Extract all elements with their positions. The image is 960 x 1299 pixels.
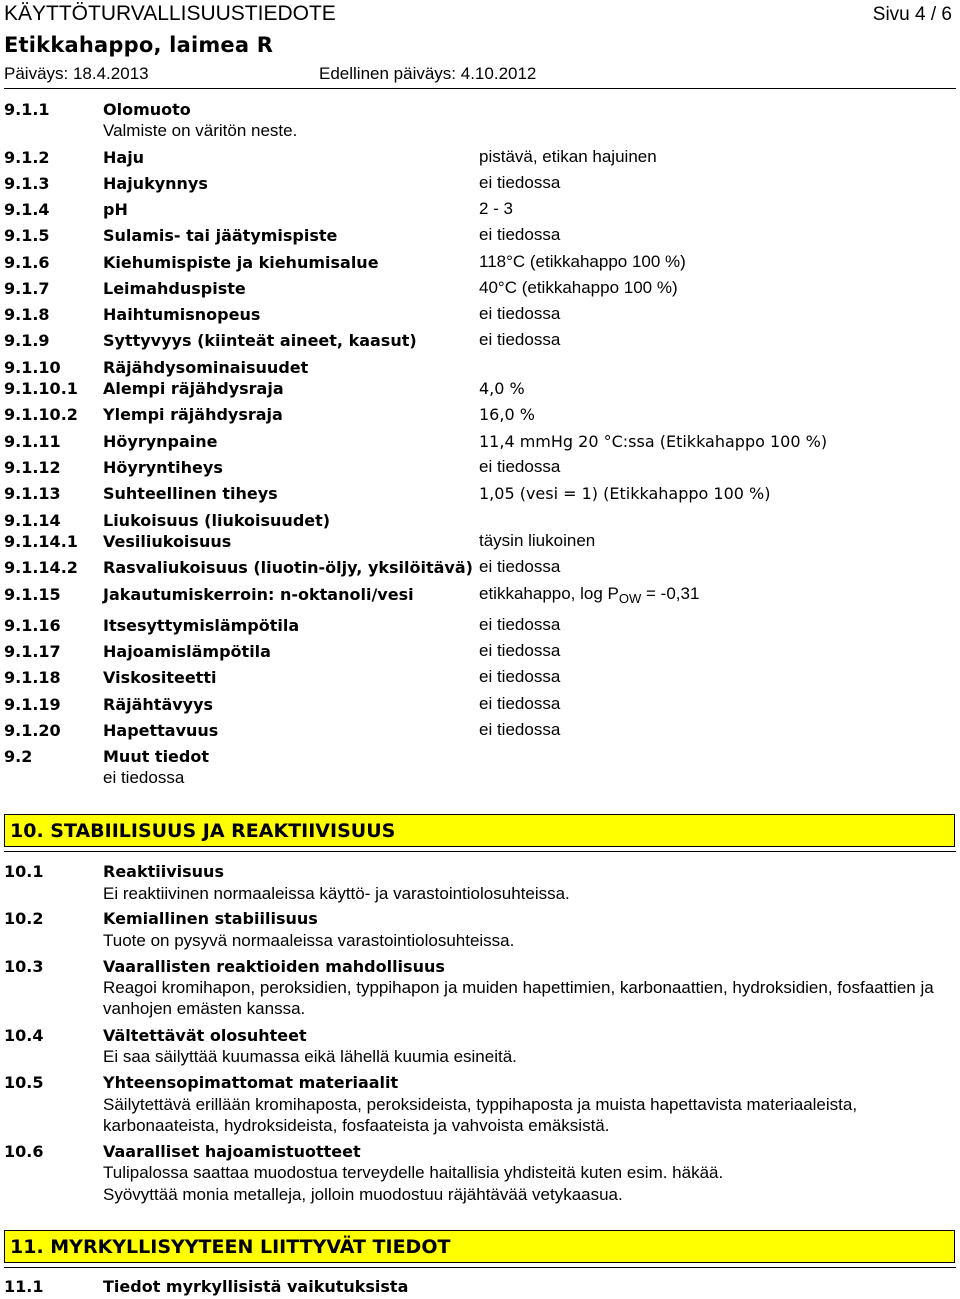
value-subscript: OW (618, 591, 642, 606)
decomposition-products-text-2: Syövyttää monia metalleja, jolloin muodostuu räjähtävää vetykaasua. (103, 1185, 623, 1204)
row-label: Sulamis- tai jäätymispiste (103, 226, 338, 245)
row-label: Muut tiedot (103, 747, 209, 766)
row-number: 9.1.17 (4, 642, 61, 661)
row-label: Vaarallisten reaktioiden mahdollisuus (103, 957, 445, 976)
item-conditions-to-avoid (0, 1025, 960, 1047)
value-suffix: = -0,31 (641, 584, 700, 603)
section-11-heading: 11. MYRKYLLISYYTEEN LIITTYVÄT TIEDOT (4, 1230, 955, 1263)
property-row-lower-explosive-limit (0, 378, 960, 400)
stability-text: Tuote on pysyvä normaaleissa varastointiolosuhteissa. (103, 931, 515, 950)
row-label: Syttyvyys (kiinteät aineet, kaasut) (103, 331, 417, 350)
issue-date: Päiväys: 18.4.2013 (4, 64, 149, 83)
section-10-heading: 10. STABIILISUUS JA REAKTIIVISUUS (4, 814, 955, 847)
row-value: ei tiedossa (479, 557, 561, 576)
property-row-boiling-point (0, 252, 960, 274)
row-number: 9.1.10.1 (4, 379, 78, 398)
section-10-divider (4, 851, 956, 852)
reactivity-text: Ei reaktiivinen normaaleissa käyttö- ja varastointiolosuhteissa. (103, 884, 570, 903)
row-number: 9.1.5 (4, 226, 50, 245)
row-label: Hapettavuus (103, 721, 219, 740)
row-label: Haju (103, 148, 145, 167)
row-label: Rasvaliukoisuus (liuotin-öljy, yksilöitävä) (103, 558, 473, 577)
row-label: Olomuoto (103, 100, 191, 119)
row-value: 16,0 % (479, 405, 535, 424)
row-value: 2 - 3 (479, 199, 514, 218)
row-number: 9.1.2 (4, 148, 50, 167)
property-row-fat-solubility (0, 557, 960, 579)
row-label: Hajukynnys (103, 174, 208, 193)
property-row-solubility (0, 510, 960, 532)
property-row-vapour-pressure (0, 431, 960, 453)
header-divider (4, 88, 956, 89)
row-value: 118°C (etikkahappo 100 %) (479, 252, 686, 271)
property-row-autoignition (0, 615, 960, 637)
row-label: Ylempi räjähdysraja (103, 405, 283, 424)
incompatible-materials-text: Säilytettävä erillään kromihaposta, peroksideista, typpihaposta ja muista hapettavista materiaaleista, karbonaateista, hydroksideista, fosfaateista ja vahvoista emäksistä. (103, 1095, 858, 1135)
item-decomposition-products (0, 1141, 960, 1163)
row-value: pistävä, etikan hajuinen (479, 147, 657, 166)
property-row-explosivity (0, 694, 960, 716)
row-value: 1,05 (vesi = 1) (Etikkahappo 100 %) (479, 484, 771, 503)
row-number: 9.1.8 (4, 305, 50, 324)
property-row-appearance (0, 99, 960, 121)
row-value: ei tiedossa (479, 641, 561, 660)
row-label: Kemiallinen stabiilisuus (103, 909, 318, 928)
row-number: 10.5 (4, 1073, 44, 1092)
row-value: ei tiedossa (479, 667, 561, 686)
row-label: Haihtumisnopeus (103, 305, 261, 324)
row-number: 9.1.18 (4, 668, 61, 687)
property-row-evaporation-rate (0, 304, 960, 326)
property-row-explosive-properties (0, 357, 960, 379)
row-value: ei tiedossa (479, 304, 561, 323)
row-label: Liukoisuus (liukoisuudet) (103, 511, 331, 530)
row-number: 9.2 (4, 747, 33, 766)
row-label: Räjähtävyys (103, 695, 214, 714)
decomposition-products-text-1: Tulipalossa saattaa muodostua terveydelle haitallisia yhdisteitä kuten esim. häkää. (103, 1163, 724, 1182)
row-label: Höyrynpaine (103, 432, 218, 451)
row-number: 10.3 (4, 957, 44, 976)
row-number: 9.1.6 (4, 253, 50, 272)
row-value: 40°C (etikkahappo 100 %) (479, 278, 678, 297)
property-row-partition-coefficient (0, 584, 960, 606)
row-number: 9.1.13 (4, 484, 61, 503)
row-number: 9.1.20 (4, 721, 61, 740)
row-number: 9.1.10 (4, 358, 61, 377)
row-value: 11,4 mmHg 20 °C:ssa (Etikkahappo 100 %) (479, 432, 828, 451)
row-label: Itsesyttymislämpötila (103, 616, 300, 635)
row-number: 9.1.10.2 (4, 405, 78, 424)
row-number: 9.1.14.1 (4, 532, 78, 551)
property-row-melting-point (0, 225, 960, 247)
row-label: Höyryntiheys (103, 458, 223, 477)
row-label: Reaktiivisuus (103, 862, 224, 881)
row-number: 9.1.14.2 (4, 558, 78, 577)
row-label: Räjähdysominaisuudet (103, 358, 309, 377)
row-value: 4,0 % (479, 379, 525, 398)
row-label: Vaaralliset hajoamistuotteet (103, 1142, 361, 1161)
document-title: KÄYTTÖTURVALLISUUSTIEDOTE (4, 2, 336, 25)
row-value: ei tiedossa (479, 615, 561, 634)
property-row-flammability (0, 330, 960, 352)
appearance-text: Valmiste on väritön neste. (103, 121, 298, 140)
row-label: Vesiliukoisuus (103, 532, 232, 551)
row-number: 9.1.9 (4, 331, 50, 350)
property-row-vapour-density (0, 457, 960, 479)
row-number: 9.1.3 (4, 174, 50, 193)
item-hazardous-reactions (0, 956, 960, 978)
row-label: Viskositeetti (103, 668, 217, 687)
row-label: Leimahduspiste (103, 279, 246, 298)
item-toxicological-effects (0, 1276, 960, 1298)
property-row-oxidising (0, 720, 960, 742)
item-chemical-stability (0, 908, 960, 930)
row-number: 9.1.14 (4, 511, 61, 530)
product-name: Etikkahappo, laimea R (4, 33, 274, 57)
value-prefix: etikkahappo, log P (479, 584, 619, 603)
row-label: pH (103, 200, 128, 219)
row-number: 9.1.11 (4, 432, 61, 451)
row-label: Tiedot myrkyllisistä vaikutuksista (103, 1277, 409, 1296)
row-number: 9.1.19 (4, 695, 61, 714)
section-11-divider (4, 1267, 956, 1268)
row-value: ei tiedossa (479, 457, 561, 476)
property-row-upper-explosive-limit (0, 404, 960, 426)
row-value: ei tiedossa (479, 720, 561, 739)
property-row-ph (0, 199, 960, 221)
row-value: ei tiedossa (479, 173, 561, 192)
property-row-viscosity (0, 667, 960, 689)
row-value: ei tiedossa (479, 330, 561, 349)
row-label: Hajoamislämpötila (103, 642, 271, 661)
row-label: Jakautumiskerroin: n-oktanoli/vesi (103, 585, 414, 604)
property-row-water-solubility (0, 531, 960, 553)
row-number: 10.2 (4, 909, 44, 928)
row-number: 9.1.15 (4, 585, 61, 604)
row-number: 9.1.7 (4, 279, 50, 298)
row-number: 10.4 (4, 1026, 44, 1045)
row-label: Vältettävät olosuhteet (103, 1026, 307, 1045)
other-info-text: ei tiedossa (103, 768, 185, 787)
row-label: Suhteellinen tiheys (103, 484, 278, 503)
row-label: Alempi räjähdysraja (103, 379, 284, 398)
property-row-flash-point (0, 278, 960, 300)
property-row-other-info (0, 746, 960, 768)
row-number: 10.1 (4, 862, 44, 881)
row-label: Kiehumispiste ja kiehumisalue (103, 253, 379, 272)
row-value: täysin liukoinen (479, 531, 596, 550)
row-value: ei tiedossa (479, 225, 561, 244)
row-number: 10.6 (4, 1142, 44, 1161)
row-number: 9.1.1 (4, 100, 50, 119)
page-number: Sivu 4 / 6 (872, 4, 952, 25)
row-number: 9.1.12 (4, 458, 61, 477)
row-number: 9.1.16 (4, 616, 61, 635)
previous-date: Edellinen päiväys: 4.10.2012 (319, 64, 537, 83)
row-number: 9.1.4 (4, 200, 50, 219)
hazardous-reactions-text: Reagoi kromihapon, peroksidien, typpihapon ja muiden hapettimien, karbonaattien, hydroksidien, fosfaattien ja vanhojen emästen kanssa. (103, 978, 934, 1018)
row-number: 11.1 (4, 1277, 44, 1296)
item-reactivity (0, 861, 960, 883)
property-row-odour (0, 147, 960, 169)
property-row-odour-threshold (0, 173, 960, 195)
conditions-to-avoid-text: Ei saa säilyttää kuumassa eikä lähellä kuumia esineitä. (103, 1047, 517, 1066)
row-label: Yhteensopimattomat materiaalit (103, 1073, 399, 1092)
property-row-relative-density (0, 483, 960, 505)
property-row-decomposition (0, 641, 960, 663)
row-value (479, 584, 699, 606)
row-value: ei tiedossa (479, 694, 561, 713)
item-incompatible-materials (0, 1072, 960, 1094)
